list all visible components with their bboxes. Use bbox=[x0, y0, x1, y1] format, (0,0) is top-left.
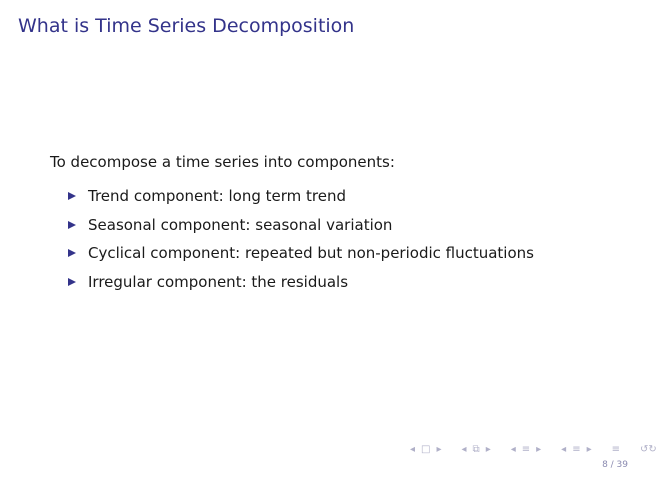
subsection-nav-prev-icon[interactable]: ◂ bbox=[561, 444, 567, 455]
list-item bbox=[68, 268, 534, 297]
subsection-nav-next-icon[interactable]: ▸ bbox=[586, 444, 592, 455]
list-item-text: Trend component: long term trend bbox=[88, 187, 347, 206]
subsection-prev-icon[interactable]: ◂ bbox=[461, 444, 467, 455]
frame-icon[interactable]: □ bbox=[421, 444, 431, 455]
bullet-list bbox=[68, 182, 534, 296]
beamer-navigation bbox=[410, 444, 657, 455]
search-icon[interactable]: ↺↻ bbox=[640, 444, 657, 455]
list-item-text: Seasonal component: seasonal variation bbox=[88, 215, 393, 234]
frame-next-icon[interactable]: ▸ bbox=[436, 444, 442, 455]
align-icon[interactable]: ≡ bbox=[611, 444, 621, 455]
list-item-text: Cyclical component: repeated but non-periodic fluctuations bbox=[88, 244, 534, 263]
subsection-nav-icon[interactable]: ≡ bbox=[572, 444, 581, 455]
section-icon[interactable]: ≡ bbox=[521, 444, 531, 455]
slide-title: What is Time Series Decomposition bbox=[18, 15, 355, 37]
list-item bbox=[68, 182, 534, 211]
list-item-text: Irregular component: the residuals bbox=[88, 272, 349, 291]
triangle-bullet-icon bbox=[68, 221, 76, 229]
triangle-bullet-icon bbox=[68, 192, 76, 200]
page-number: 8 / 39 bbox=[602, 460, 628, 470]
intro-text: To decompose a time series into components: bbox=[50, 153, 395, 171]
frame-prev-icon[interactable]: ◂ bbox=[410, 444, 416, 455]
subsection-next-icon[interactable]: ▸ bbox=[485, 444, 491, 455]
triangle-bullet-icon bbox=[68, 249, 76, 257]
subsection-icon[interactable]: ⧉ bbox=[472, 444, 480, 455]
list-item bbox=[68, 211, 534, 240]
section-prev-icon[interactable]: ◂ bbox=[510, 444, 516, 455]
triangle-bullet-icon bbox=[68, 278, 76, 286]
section-next-icon[interactable]: ▸ bbox=[536, 444, 542, 455]
list-item bbox=[68, 239, 534, 268]
